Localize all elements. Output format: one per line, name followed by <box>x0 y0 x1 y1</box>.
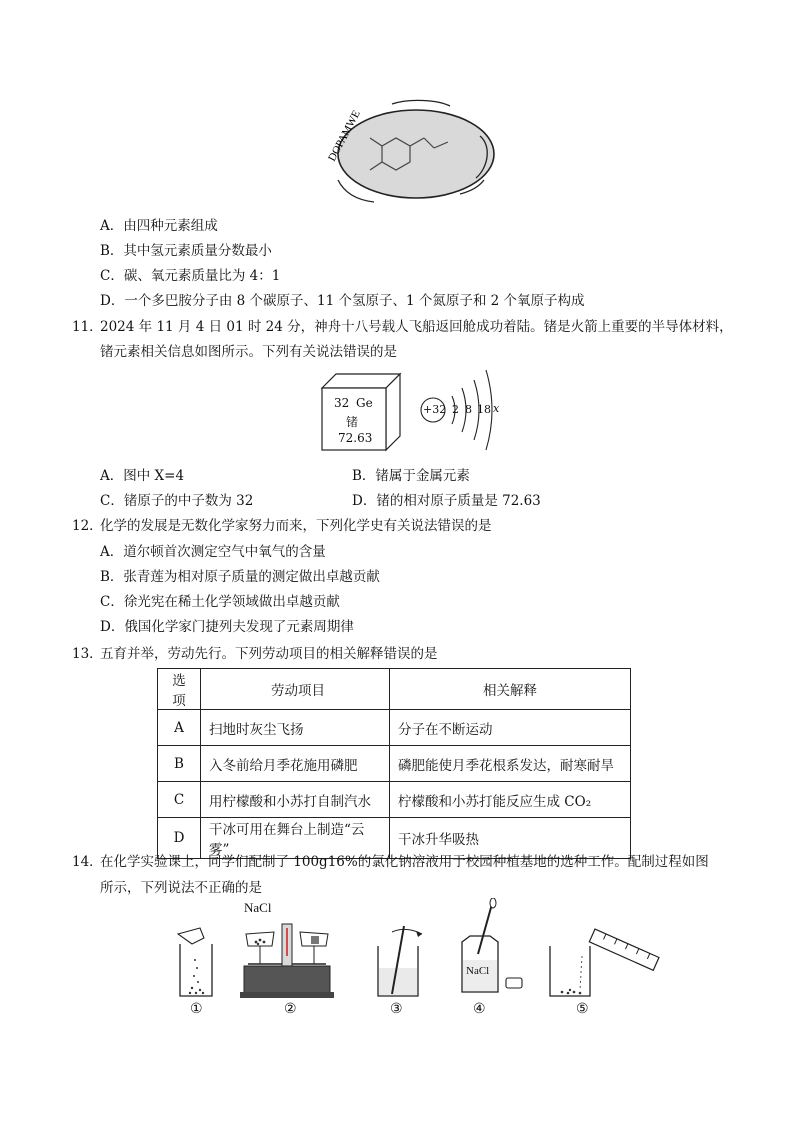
q14-stem-line1: 在化学实验课上，同学们配制了 100g16%的氯化钠溶液用于校园种植基地的选种工作。配制过程如图 <box>100 854 709 870</box>
element-atomic-number: 32 <box>334 396 350 410</box>
step-label-2: ② <box>284 1001 297 1017</box>
table-cell: 干冰升华吸热 <box>390 818 631 859</box>
labor-table <box>157 668 631 859</box>
step-label-3: ③ <box>390 1001 403 1017</box>
step5-pouring-icon <box>550 929 659 996</box>
q10-option-a[interactable]: A．由四种元素组成 <box>100 218 218 234</box>
table-row <box>158 710 631 746</box>
q11-option-c[interactable]: C．锗原子的中子数为 32 <box>100 493 254 509</box>
element-mass: 72.63 <box>338 431 373 445</box>
step4-reagent-bottle-icon <box>462 898 522 992</box>
q12-option-d[interactable]: D．俄国化学家门捷列夫发现了元素周期律 <box>100 619 354 635</box>
table-row <box>158 782 631 818</box>
dopamine-molecule-figure <box>310 96 510 208</box>
q11-stem-line1: 2024 年 11 月 4 日 01 时 24 分，神舟十八号载人飞船返回舱成功着陆。锗是火箭上重要的半导体材料， <box>100 319 733 335</box>
table-cell: A <box>158 710 201 746</box>
q12-option-b[interactable]: B．张青莲为相对原子质量的测定做出卓越贡献 <box>100 569 380 585</box>
q13-number: 13． <box>72 646 103 662</box>
table-header-row <box>158 669 631 710</box>
q11-option-d[interactable]: D．锗的相对原子质量是 72.63 <box>352 493 541 509</box>
table-cell: B <box>158 746 201 782</box>
q14-stem-line2: 所示，下列说法不正确的是 <box>100 880 262 896</box>
table-cell: 柠檬酸和小苏打能反应生成 CO₂ <box>390 782 631 818</box>
table-cell: C <box>158 782 201 818</box>
atom-nucleus: +32 <box>423 403 447 416</box>
element-symbol: Ge <box>356 396 373 410</box>
q12-option-c[interactable]: C．徐光宪在稀土化学领域做出卓越贡献 <box>100 594 340 610</box>
table-cell: 入冬前给月季花施用磷肥 <box>201 746 390 782</box>
q12-number: 12． <box>72 518 103 534</box>
table-header-cell: 劳动项目 <box>201 669 390 710</box>
step2-balance-icon <box>240 924 334 998</box>
bottle-label: NaCl <box>466 965 490 977</box>
table-cell: 磷肥能使月季花根系发达，耐寒耐旱 <box>390 746 631 782</box>
atom-shell-1: 2 <box>452 403 459 416</box>
q10-option-c[interactable]: C．碳、氧元素质量比为 4：1 <box>100 268 281 284</box>
atom-shell-3: 18 <box>477 403 491 416</box>
step-label-4: ④ <box>473 1001 486 1017</box>
element-name: 锗 <box>346 415 359 429</box>
table-cell: 用柠檬酸和小苏打自制汽水 <box>201 782 390 818</box>
table-cell: D <box>158 818 201 859</box>
q12-stem: 化学的发展是无数化学家努力而来，下列化学史有关说法错误的是 <box>100 518 492 534</box>
q11-number: 11． <box>72 319 103 335</box>
table-cell: 分子在不断运动 <box>390 710 631 746</box>
molecule-label: DOPAMWE <box>326 108 363 164</box>
nacl-label: NaCl <box>244 900 272 915</box>
table-cell: 干冰可用在舞台上制造“云雾” <box>201 818 390 859</box>
step3-stirring-icon <box>378 926 422 996</box>
q10-option-b[interactable]: B．其中氢元素质量分数最小 <box>100 243 272 259</box>
table-cell: 扫地时灰尘飞扬 <box>201 710 390 746</box>
atom-shell-4: x <box>493 402 500 415</box>
q13-stem: 五育并举，劳动先行。下列劳动项目的相关解释错误的是 <box>100 646 438 662</box>
q11-option-a[interactable]: A．图中 X=4 <box>100 468 185 484</box>
q14-number: 14． <box>72 854 103 870</box>
table-header-cell: 选项 <box>158 669 201 710</box>
table-row <box>158 746 631 782</box>
step-label-1: ① <box>190 1001 203 1017</box>
q12-option-a[interactable]: A．道尔顿首次测定空气中氧气的含量 <box>100 544 326 560</box>
q10-option-d[interactable]: D．一个多巴胺分子由 8 个碳原子、11 个氢原子、1 个氮原子和 2 个氧原子构成 <box>100 293 585 309</box>
step-label-5: ⑤ <box>576 1001 589 1017</box>
q11-stem-line2: 锗元素相关信息如图所示。下列有关说法错误的是 <box>100 344 397 360</box>
step1-beaker-icon <box>178 928 212 996</box>
table-header-cell: 相关解释 <box>390 669 631 710</box>
q11-option-b[interactable]: B．锗属于金属元素 <box>352 468 470 484</box>
atom-shell-2: 8 <box>465 403 472 416</box>
